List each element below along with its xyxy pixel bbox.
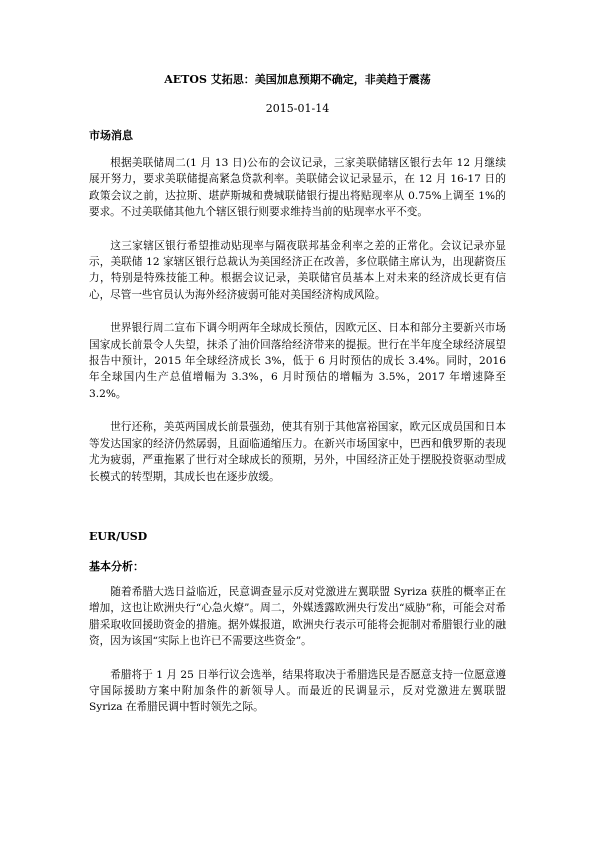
market-news-heading: 市场消息	[89, 129, 133, 142]
currency-pair-heading: EUR/USD	[89, 529, 148, 543]
basic-analysis-paragraph-1: 随着希腊大选日益临近，民意调查显示反对党激进左翼联盟 Syriza 获胜的概率正在增加，这也让欧洲央行“心急火燎”。周二，外媒透露欧洲央行发出“威胁”称，可能会对希腊采取收回援助资金的措施。据外媒报道，欧洲央行表示可能将会扼制对希腊银行业的融资，因为该国“实际上也许已不需要这些资金”。	[89, 585, 506, 648]
market-news-paragraph-4: 世行还称，美英两国成长前景强劲，使其有别于其他富裕国家，欧元区成员国和日本等发达国家的经济仍然孱弱，且面临通缩压力。在新兴市场国家中，巴西和俄罗斯的表现尤为疲弱，严重拖累了世行对全球成长的预期，另外，中国经济正处于摆脱投资驱动型成长模式的转型期，其成长也在逐步放缓。	[89, 421, 506, 483]
market-news-paragraph-2: 这三家辖区银行希望推动贴现率与隔夜联邦基金利率之差的正常化。会议记录亦显示，美联储 12 家辖区银行总裁认为美国经济正在改善，多位联储主席认为，出现薪资压力，特别是特殊技能工种。根据会议记录，美联储官员基本上对未来的经济成长更有信心，尽管一些官员认为海外经济疲弱可能对美国经济构成风险。	[89, 239, 506, 301]
basic-analysis-heading: 基本分析：	[89, 559, 144, 573]
document-date: 2015-01-14	[265, 102, 330, 115]
market-news-paragraph-3: 世界银行周二宣布下调今明两年全球成长预估，因欧元区、日本和部分主要新兴市场国家成长前景令人失望，抹杀了油价回落给经济带来的提振。世行在半年度全球经济展望报告中预计，2015 年全球经济成长 3%，低于 6 月时预估的成长 3.4%。同时，2016 年全球国内生产总值增幅为 3.3%，6 月时预估的增幅为 3.5%，2017 年增速降至 3.2%。	[89, 322, 506, 400]
document-title: AETOS 艾拓思：美国加息预期不确定，非美趋于震荡	[164, 73, 431, 86]
basic-analysis-paragraph-2: 希腊将于 1 月 25 日举行议会选举，结果将取决于希腊选民是否愿意支持一位愿意遵守国际援助方案中附加条件的新领导人。而最近的民调显示，反对党激进左翼联盟 Syriza 在希腊民调中暂时领先之际。	[89, 668, 506, 714]
market-news-paragraph-1: 根据美联储周二(1 月 13 日)公布的会议记录，三家美联储辖区银行去年 12 月继续展开努力，要求美联储提高紧急贷款利率。美联储会议记录显示，在 12 月 16-17 日的政策会议之前，达拉斯、堪萨斯城和费城联储银行提出将贴现率从 0.75%上调至 1%的要求。不过美联储其他九个辖区银行则要求维持当前的贴现率水平不变。	[89, 157, 506, 219]
